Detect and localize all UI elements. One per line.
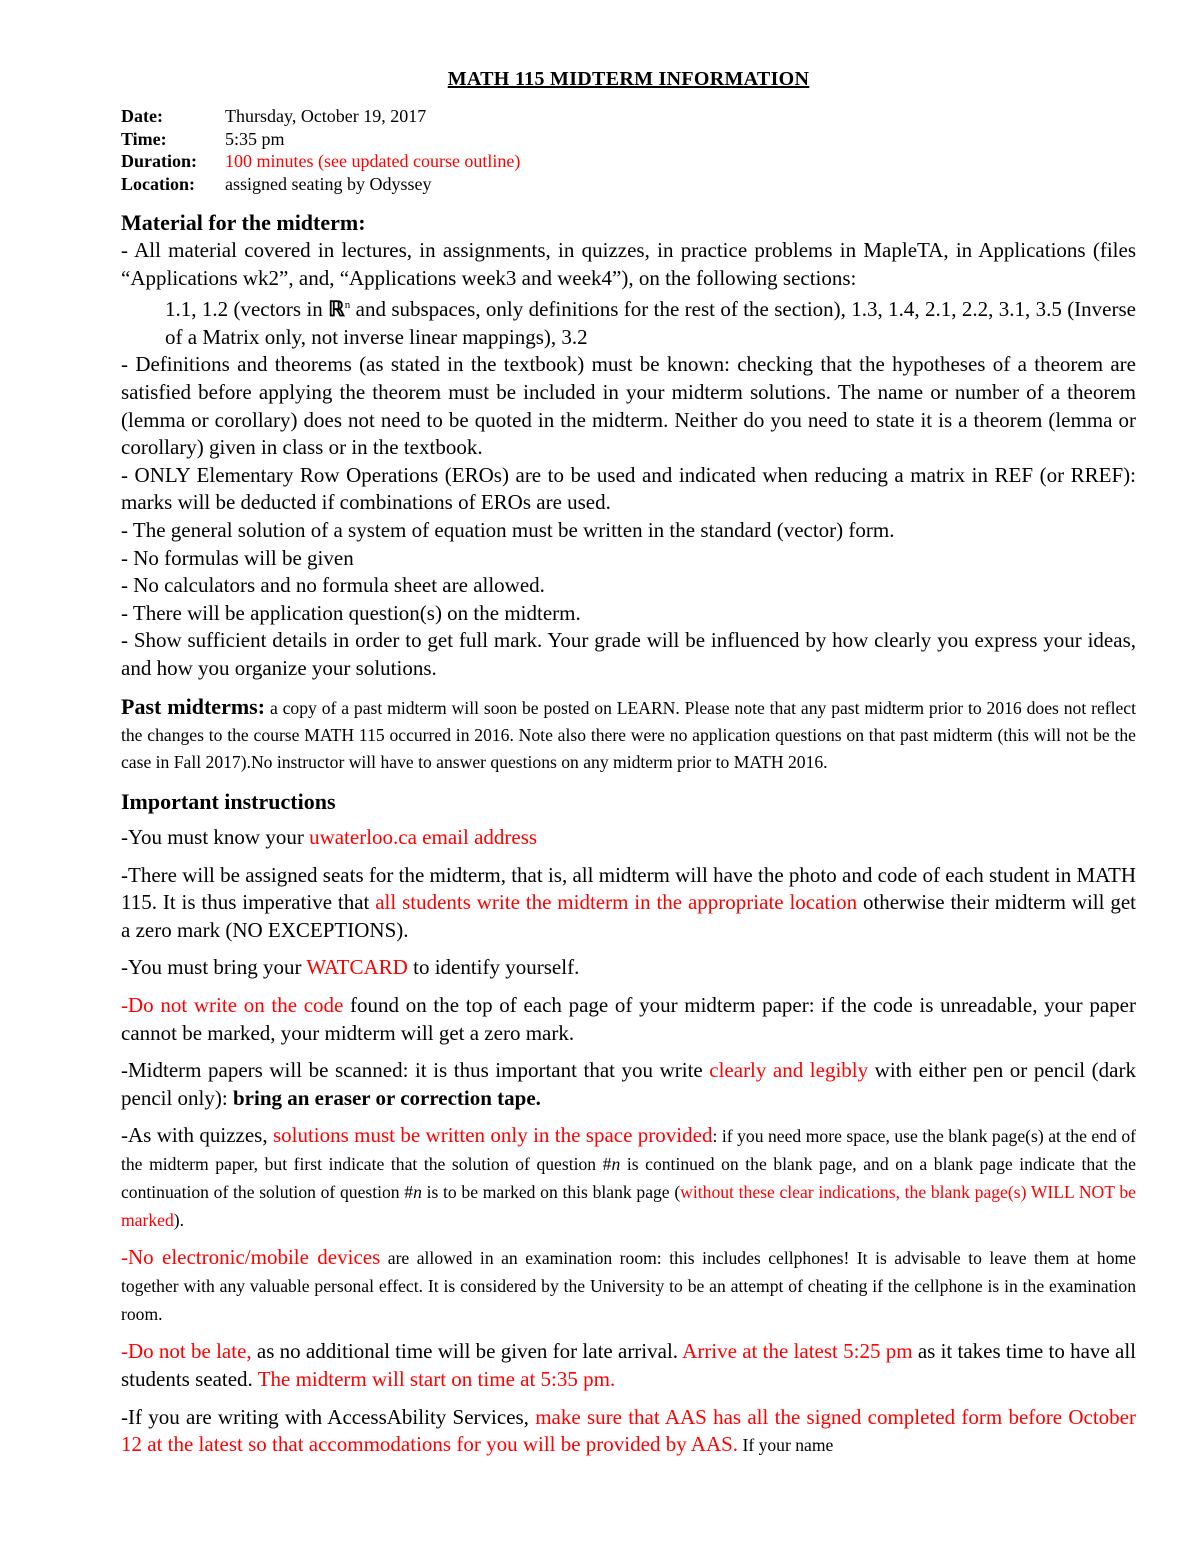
instruction-text: otherwise their midterm will get a zero mark (NO EXCEPTIONS). bbox=[121, 890, 1136, 942]
past-midterms-paragraph bbox=[121, 693, 1136, 777]
instruction-text: -As with quizzes, bbox=[121, 1123, 273, 1148]
material-paragraph: - ONLY Elementary Row Operations (EROs) are to be used and indicated when reducing a matrix in REF (or RREF): marks will be deducted if combinations of EROs are used. bbox=[121, 462, 1136, 515]
instruction-highlight: -No electronic/mobile devices bbox=[121, 1245, 381, 1270]
material-paragraph: - All material covered in lectures, in assignments, in quizzes, in practice problems in MapleTA, in Applications (files “Applications wk2”, and, “Applications week3 and week4”), on the following sections: bbox=[121, 238, 1136, 290]
sections-text-b: and subspaces, only definitions for the rest of the section), 1.3, 1.4, 2.1, 2.2, 3.1, 3.5 (Inverse of a Matrix only, not inverse linear mappings), 3.2 bbox=[165, 297, 1136, 349]
material-section bbox=[121, 237, 1136, 683]
instruction-item bbox=[121, 1057, 1136, 1112]
instruction-highlight: -Do not write on the code bbox=[121, 993, 344, 1018]
instruction-highlight: solutions must be written only in the space provided bbox=[272, 1123, 713, 1148]
instruction-item bbox=[121, 954, 1136, 982]
instruction-text: is continued on the blank page, and on a blank page indicate that the continuation of the solution of question # bbox=[121, 1154, 1136, 1203]
instruction-text: are allowed in an examination room: this includes cellphones! It is advisable to leave them at home together with any valuable personal effect. It is considered by the University to be an attempt of cheating if the cellphone is in the examination room. bbox=[121, 1248, 1136, 1325]
instruction-highlight: Arrive at the latest 5:25 pm bbox=[682, 1339, 913, 1364]
page-title: MATH 115 MIDTERM INFORMATION bbox=[447, 68, 810, 90]
instruction-highlight: The midterm will start on time at 5:35 pm. bbox=[257, 1367, 616, 1392]
past-midterms-label: Past midterms: bbox=[121, 693, 266, 719]
rn-symbol: ℝ bbox=[328, 297, 345, 322]
exam-info bbox=[121, 105, 1136, 195]
instruction-text: : if you need more space, use the blank page(s) at the end of the midterm paper, but first indicate that the solution of question # bbox=[121, 1126, 1136, 1175]
instruction-highlight: clearly and legibly bbox=[709, 1058, 869, 1083]
location-value: assigned seating by Odyssey bbox=[225, 173, 432, 194]
instruction-text: -Midterm papers will be scanned: it is thus important that you write bbox=[121, 1058, 710, 1083]
material-paragraph: - The general solution of a system of equation must be written in the standard (vector) form. bbox=[121, 517, 895, 542]
time-value: 5:35 pm bbox=[225, 128, 285, 149]
material-paragraph: - Definitions and theorems (as stated in the textbook) must be known: checking that the hypotheses of a theorem are satisfied before applying the theorem must be included in your midterm solutions. The name or number of a theorem (lemma or corollary) does not need to be quoted in the midterm. Neither do you need to state it is a theorem (lemma or corollary) given in class or in the textbook. bbox=[121, 352, 1136, 460]
instruction-highlight: uwaterloo.ca email address bbox=[309, 825, 538, 850]
instruction-text: ). bbox=[173, 1210, 185, 1231]
duration-value: 100 minutes (see updated course outline) bbox=[225, 151, 521, 171]
instruction-highlight: -Do not be late, bbox=[121, 1339, 252, 1364]
instruction-text: found on the top of each page of your midterm paper: if the code is unreadable, your paper cannot be marked, your midterm will get a zero mark. bbox=[121, 993, 1136, 1045]
instructions-heading: Important instructions bbox=[121, 789, 336, 815]
date-value: Thursday, October 19, 2017 bbox=[225, 106, 427, 126]
instruction-item bbox=[121, 862, 1136, 945]
material-paragraph: - No formulas will be given bbox=[121, 545, 354, 570]
instruction-item bbox=[121, 1404, 1136, 1460]
instruction-item bbox=[121, 1122, 1136, 1234]
info-row-date bbox=[121, 105, 1136, 128]
sections-text-a: 1.1, 1.2 (vectors in bbox=[165, 297, 329, 322]
instruction-item bbox=[121, 992, 1136, 1047]
material-paragraph: - No calculators and no formula sheet are allowed. bbox=[121, 573, 545, 598]
instruction-highlight: without these clear indications, the blank page(s) WILL NOT be marked bbox=[121, 1182, 1136, 1231]
material-heading: Material for the midterm: bbox=[121, 210, 366, 235]
instruction-var: n bbox=[611, 1154, 621, 1175]
material-paragraph: - Show sufficient details in order to get full mark. Your grade will be influenced by how clearly you express your ideas, and how you organize your solutions. bbox=[121, 628, 1136, 680]
instruction-highlight: make sure that AAS has all the signed completed form before October 12 at the latest so that accommodations for you will be provided by AAS. bbox=[121, 1404, 1136, 1457]
instruction-highlight: WATCARD bbox=[306, 955, 408, 980]
instruction-text: as no additional time will be given for late arrival. bbox=[251, 1339, 683, 1364]
instruction-text: with either pen or pencil (dark pencil only): bbox=[121, 1058, 1136, 1110]
instruction-bold: bring an eraser or correction tape. bbox=[232, 1085, 541, 1110]
instruction-item bbox=[121, 1338, 1136, 1393]
instruction-text: If your name bbox=[738, 1435, 834, 1456]
instruction-text: as it takes time to have all students seated. bbox=[121, 1339, 1136, 1392]
material-paragraph: - There will be application question(s) on the midterm. bbox=[121, 600, 581, 625]
instruction-item bbox=[121, 1244, 1136, 1328]
time-label: Time: bbox=[121, 128, 167, 149]
instruction-text: -You must know your bbox=[121, 825, 310, 850]
past-midterms-text: a copy of a past midterm will soon be posted on LEARN. Please note that any past midterm prior to 2016 does not reflect the changes to the course MATH 115 occurred in 2016. Note also there were no application questions on that past midterm (this will not be the case in Fall 2017).No instructor will have to answer questions on any midterm prior to MATH 2016. bbox=[121, 697, 1137, 772]
location-label: Location: bbox=[121, 173, 195, 194]
instruction-text: -If you are writing with AccessAbility Services, bbox=[121, 1404, 536, 1429]
sections-list bbox=[121, 292, 1136, 351]
instructions-section bbox=[121, 824, 1136, 1459]
instruction-highlight: all students write the midterm in the appropriate location bbox=[375, 890, 858, 915]
duration-label: Duration: bbox=[121, 151, 197, 171]
instruction-text: -There will be assigned seats for the midterm, that is, all midterm will have the photo and code of each student in MATH 115. It is thus imperative that bbox=[121, 862, 1136, 915]
instruction-text: -You must bring your bbox=[121, 955, 307, 980]
rn-exponent: n bbox=[344, 299, 351, 312]
info-row-time bbox=[121, 128, 1136, 151]
info-row-location bbox=[121, 173, 1136, 196]
instruction-var: n bbox=[413, 1182, 422, 1203]
date-label: Date: bbox=[121, 106, 163, 126]
instruction-item bbox=[121, 824, 1136, 852]
info-row-duration bbox=[121, 150, 1136, 173]
instruction-text: is to be marked on this blank page ( bbox=[421, 1182, 681, 1203]
instruction-text: to identify yourself. bbox=[407, 955, 580, 980]
